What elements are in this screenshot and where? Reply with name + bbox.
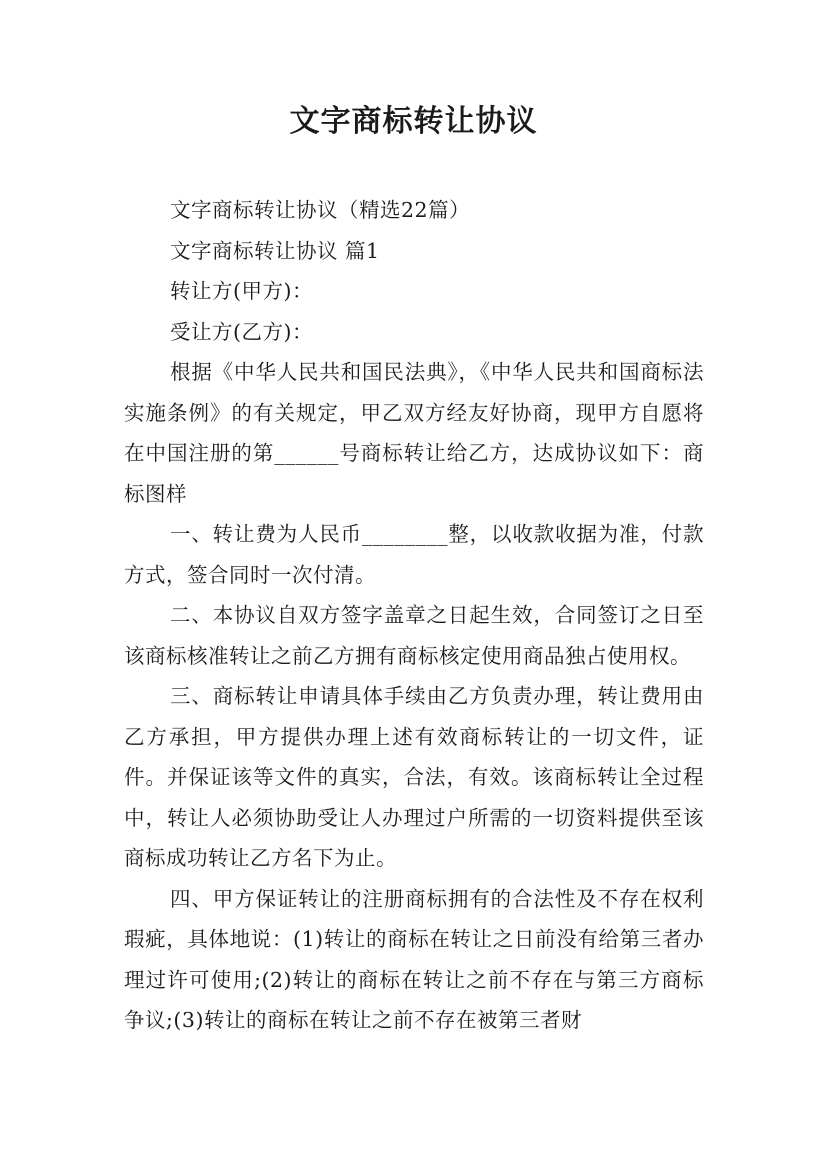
paragraph-clause-2: 二、本协议自双方签字盖章之日起生效，合同签订之日至该商标核准转让之前乙方拥有商标核定使用商品独占使用权。 xyxy=(124,603,704,668)
document-title: 文字商标转让协议 xyxy=(289,104,538,139)
paragraph-subtitle: 文字商标转让协议（精选22篇） xyxy=(170,198,471,222)
paragraph-party-a: 转让方(甲方)： xyxy=(170,279,313,303)
paragraph-preamble: 根据《中华人民共和国民法典》，《中华人民共和国商标法实施条例》的有关规定，甲乙双方经友好协商，现甲方自愿将在中国注册的第______号商标转让给乙方，达成协议如下：商标图样 xyxy=(124,360,704,506)
paragraph-party-b: 受让方(乙方)： xyxy=(170,319,313,344)
paragraph-section-heading: 文字商标转让协议 篇1 xyxy=(170,238,380,263)
paragraph-clause-4: 四、甲方保证转让的注册商标拥有的合法性及不存在权利瑕疵，具体地说：(1)转让的商标在转让之日前没有给第三者办理过许可使用;(2)转让的商标在转让之前不存在与第三方商标争议;(3)转让的商标在转让之前不存在被第三者财 xyxy=(124,886,704,1032)
paragraph-clause-1: 一、转让费为人民币________整，以收款收据为准，付款方式，签合同时一次付清。 xyxy=(124,522,704,587)
document-body xyxy=(124,190,704,1041)
paragraph-clause-3: 三、商标转让申请具体手续由乙方负责办理，转让费用由乙方承担，甲方提供办理上述有效商标转让的一切文件，证件。并保证该等文件的真实，合法，有效。该商标转让全过程中，转让人必须协助受让人办理过户所需的一切资料提供至该商标成功转让乙方名下为止。 xyxy=(124,684,704,870)
